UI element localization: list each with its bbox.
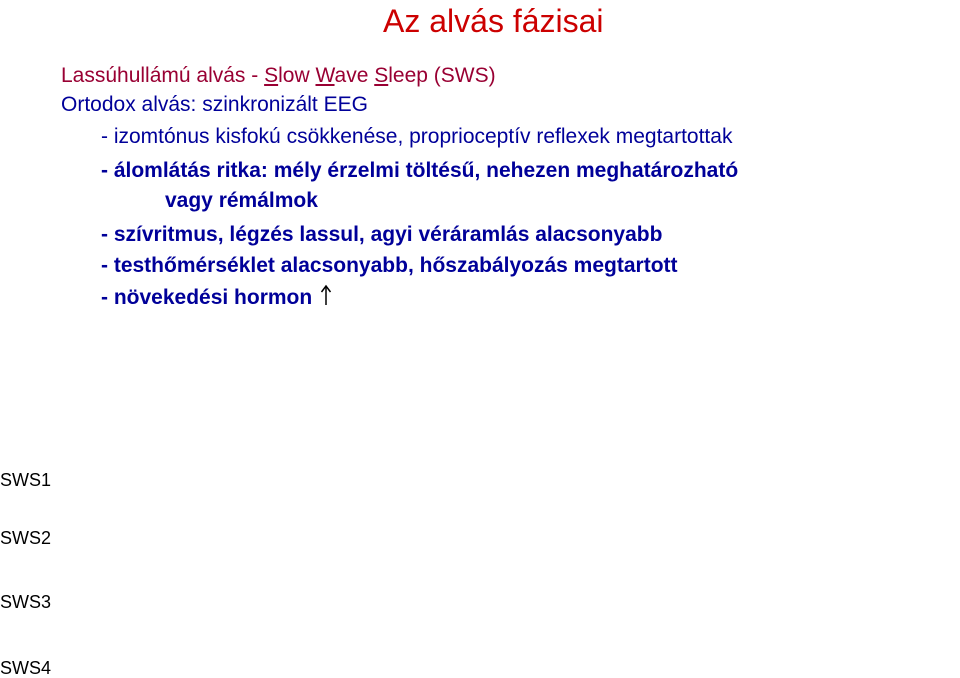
- stage-sws1: SWS1: [0, 470, 52, 490]
- point-heart-rate: - szívritmus, légzés lassul, agyi véráramlás alacsonyabb: [101, 223, 663, 246]
- stage-sws2: SWS2: [0, 528, 52, 548]
- sws-heading-w: W: [315, 64, 335, 87]
- sws-heading-leep: leep (SWS): [388, 64, 496, 87]
- point-body-temperature: - testhőmérséklet alacsonyabb, hőszabályozás megtartott: [101, 254, 678, 277]
- point-dreaming-continued: vagy rémálmok: [165, 189, 318, 212]
- sws-heading-s1: S: [264, 64, 279, 87]
- point-dreaming: - álomlátás ritka: mély érzelmi töltésű, nehezen meghatározható: [101, 159, 739, 182]
- sws-heading: [61, 63, 496, 89]
- stage-sws4: SWS4: [0, 658, 52, 678]
- point-growth-hormone-text: - növekedési hormon: [101, 286, 313, 309]
- point-muscle-tone: - izomtónus kisfokú csökkenése, proprioceptív reflexek megtartottak: [101, 125, 733, 148]
- ortodox-line: Ortodox alvás: szinkronizált EEG: [61, 93, 368, 116]
- page-title: Az alvás fázisai: [383, 3, 604, 39]
- sws-heading-prefix: Lassúhullámú alvás -: [61, 64, 265, 87]
- point-growth-hormone: [101, 284, 332, 313]
- stage-sws3: SWS3: [0, 592, 52, 612]
- sws-heading-ave: ave: [334, 64, 375, 87]
- sws-heading-low: low: [278, 64, 316, 87]
- sws-heading-s2: S: [374, 64, 389, 87]
- arrow-up-icon: [320, 284, 332, 313]
